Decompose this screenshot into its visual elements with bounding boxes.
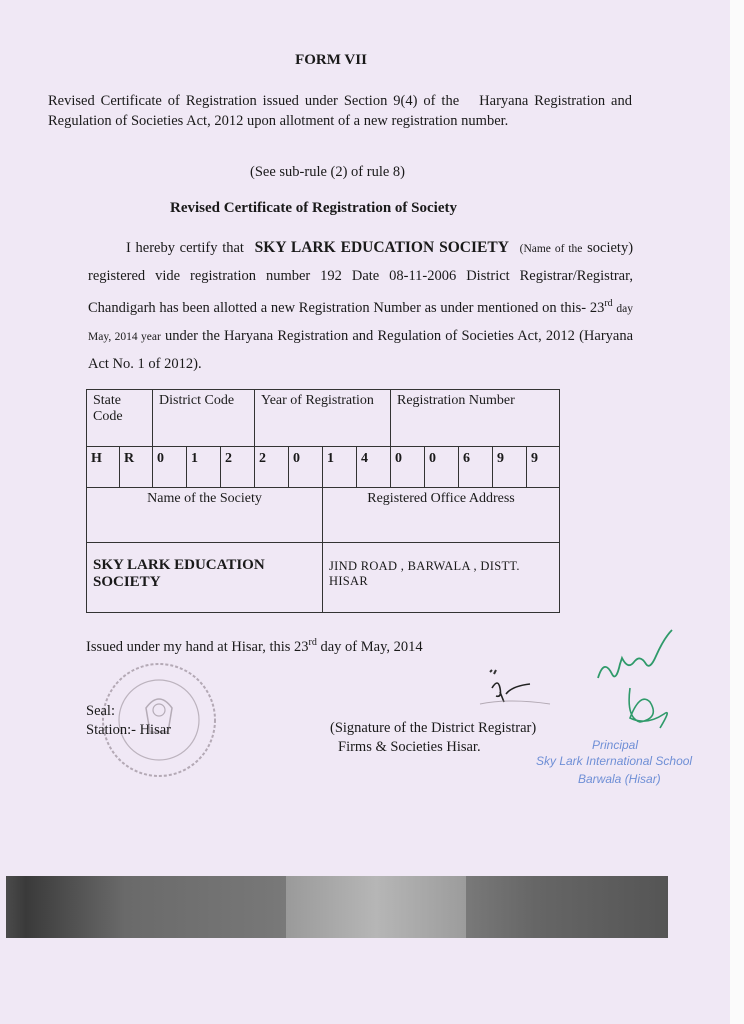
stamp-school: Sky Lark International School <box>536 754 693 768</box>
digit-cell: 2 <box>221 447 255 488</box>
society-name-header: Name of the Society <box>87 488 323 543</box>
intro-line-a: Revised Certificate of Registration issued under Section 9(4) of the <box>48 93 460 109</box>
rd-superscript: rd <box>604 298 613 309</box>
digit-cell: 1 <box>323 447 357 488</box>
certify-text: I hereby certify that <box>126 240 244 256</box>
intro-paragraph <box>48 91 632 131</box>
digit-cell: 9 <box>493 447 527 488</box>
digit-cell: 0 <box>289 447 323 488</box>
society-name-inline: SKY LARK EDUCATION SOCIETY <box>254 239 509 256</box>
digit-cell: 0 <box>391 447 425 488</box>
registration-text: society) registered vide registration number 192 Date 08-11-2006 District Registrar/Registrar, Chandigarh has been allotted a new Registration Number as under mentioned on this- 23 <box>88 240 634 316</box>
date-text: day May, 2014 year <box>88 302 634 343</box>
certificate-heading: Revised Certificate of Registration of Society <box>170 200 457 216</box>
issued-text: Issued under my hand at Hisar, this 23 <box>86 638 309 655</box>
issued-rd: rd <box>308 637 317 648</box>
office-caption: Firms & Societies Hisar. <box>338 739 481 755</box>
year-header: Year of Registration <box>255 390 391 447</box>
state-code-header: State Code <box>87 390 153 447</box>
society-name-cell: SKY LARK EDUCATION SOCIETY <box>87 543 323 613</box>
certificate-body <box>88 234 633 378</box>
intro-state: Haryana <box>479 93 529 109</box>
digit-cell: 9 <box>527 447 560 488</box>
office-address-cell: JIND ROAD , BARWALA , DISTT. HISAR <box>323 543 560 613</box>
digit-cell: 0 <box>153 447 187 488</box>
registration-digits-row <box>87 447 560 488</box>
stamp-place: Barwala (Hisar) <box>578 772 661 786</box>
registration-table <box>86 389 560 613</box>
registrar-signature-icon <box>470 664 560 714</box>
form-title: FORM VII <box>295 52 367 68</box>
digit-cell: 6 <box>459 447 493 488</box>
digit-cell: 1 <box>187 447 221 488</box>
page-edge <box>730 0 744 1024</box>
attested-signature-icon <box>590 618 690 748</box>
digit-cell: 2 <box>255 447 289 488</box>
stamp-role: Principal <box>592 738 639 752</box>
digit-cell: 4 <box>357 447 391 488</box>
subrule-note: (See sub-rule (2) of rule 8) <box>250 164 406 180</box>
station-label: Station:- Hisar <box>86 722 171 738</box>
registration-number-header: Registration Number <box>391 390 560 447</box>
office-address-header: Registered Office Address <box>323 488 560 543</box>
act-text: under the Haryana Registration and Regulation of Societies Act, 2012 (Haryana Act No. 1 of 2012). <box>88 327 634 372</box>
issued-date: day of May, 2014 <box>320 638 423 655</box>
digit-cell: 0 <box>425 447 459 488</box>
signature-caption: (Signature of the District Registrar) <box>330 720 537 736</box>
digit-cell: R <box>120 447 153 488</box>
scan-shadow-strip <box>6 876 668 938</box>
name-note: (Name of the <box>519 243 583 255</box>
issued-line <box>86 637 423 656</box>
intro-line-b: Registration and Regulation of Societies Act, 2012 upon allotment of a new registration number. <box>48 93 632 129</box>
digit-cell: H <box>87 447 120 488</box>
district-code-header: District Code <box>153 390 255 447</box>
seal-label: Seal: <box>86 703 115 719</box>
